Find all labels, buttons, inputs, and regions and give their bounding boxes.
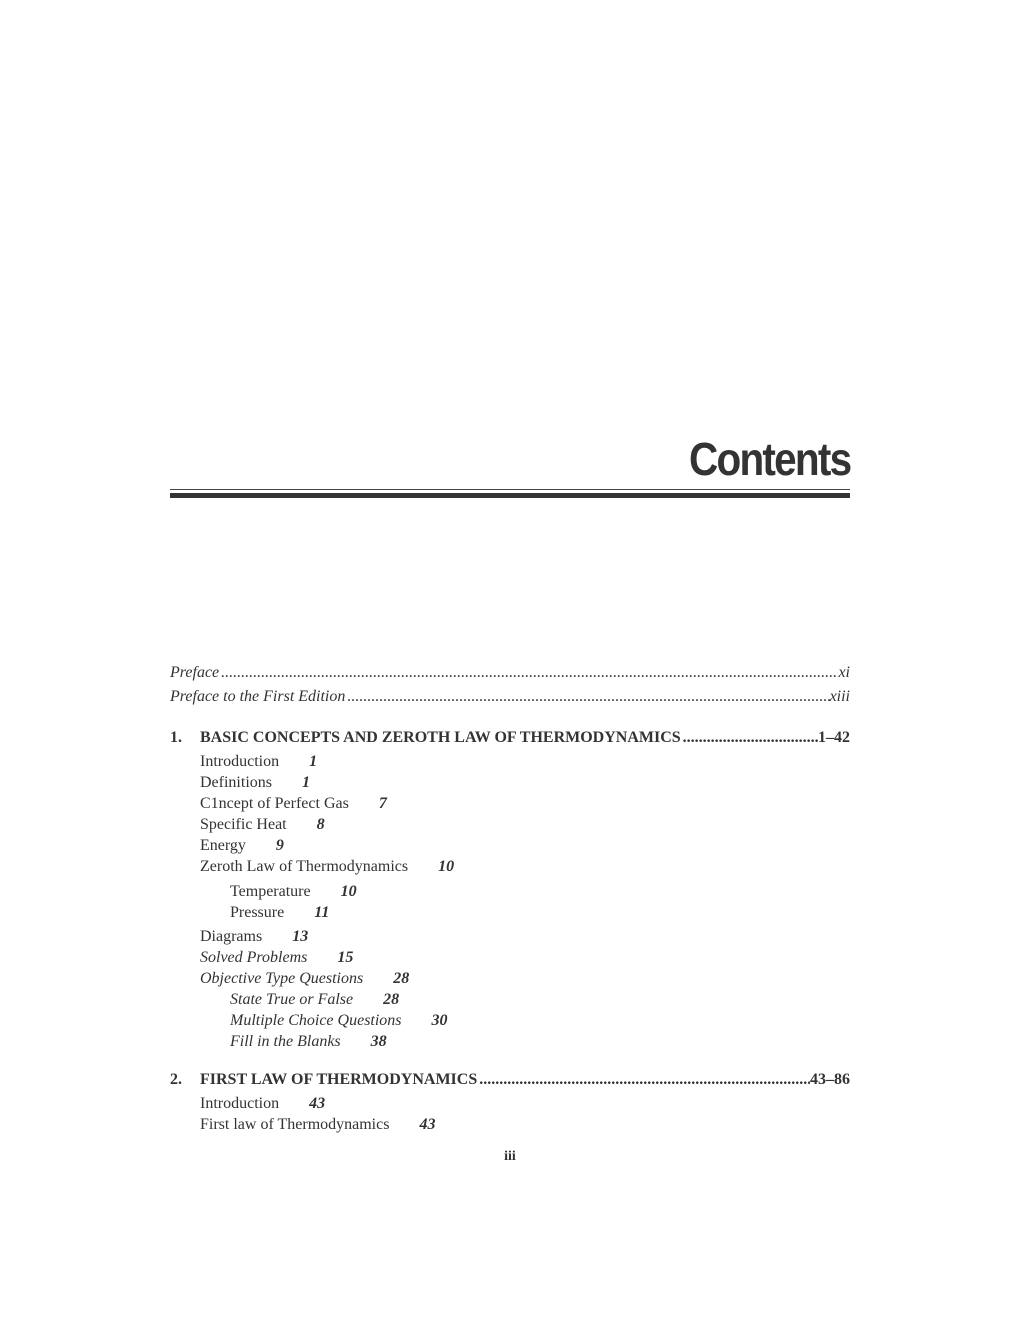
toc-item-page: 8 — [316, 816, 325, 833]
toc-item-page: 1 — [309, 753, 318, 770]
toc-item-page: 30 — [431, 1012, 448, 1029]
title-rule-thin — [170, 489, 850, 490]
front-matter-entry-title: Preface — [170, 664, 220, 681]
toc-item-page: 28 — [383, 991, 400, 1008]
toc-item-label: Specific Heat — [200, 816, 287, 833]
toc-item-page: 15 — [337, 949, 354, 966]
toc-item-label: Introduction — [200, 1095, 280, 1112]
page-title: Contents — [688, 433, 850, 485]
toc-item-label: Diagrams — [200, 928, 263, 945]
toc-item — [230, 903, 329, 923]
toc-item — [230, 990, 399, 1010]
toc-item — [230, 1032, 387, 1052]
toc-item-page: 10 — [438, 858, 455, 875]
chapter-entry — [170, 1070, 850, 1090]
chapter-entry-page: 1–42 — [818, 729, 850, 746]
toc-item-label: Energy — [200, 837, 246, 854]
page-number: iii — [504, 1149, 516, 1164]
chapter-entry-label — [170, 1070, 477, 1090]
chapter-entry-number: 2. — [170, 1071, 182, 1088]
toc-item — [230, 882, 357, 902]
toc-item-label: State True or False — [230, 991, 354, 1008]
toc-item-label: Introduction — [200, 753, 280, 770]
toc-item-page: 11 — [314, 904, 330, 921]
front-matter-entry-label — [170, 663, 219, 683]
toc-item-page: 9 — [275, 837, 284, 854]
chapter-entry-title: BASIC CONCEPTS AND ZEROTH LAW OF THERMODYNAMICS — [200, 729, 681, 746]
toc-item-label: First law of Thermodynamics — [200, 1116, 390, 1133]
toc-item — [230, 1011, 448, 1031]
front-matter-entry — [170, 663, 850, 683]
front-matter-entry — [170, 687, 850, 707]
toc-item-label: Definitions — [200, 774, 272, 791]
toc-item-page: 38 — [370, 1033, 387, 1050]
toc-item — [200, 815, 325, 835]
toc-item-page: 7 — [378, 795, 387, 812]
toc-item-label: Pressure — [230, 904, 285, 921]
toc-item — [200, 969, 409, 989]
toc-item-page: 1 — [302, 774, 310, 791]
toc-item — [200, 752, 317, 772]
toc-item-page: 10 — [340, 883, 357, 900]
front-matter-entry-page: xiii — [829, 688, 850, 705]
toc-item — [200, 1094, 325, 1114]
front-matter-entry-label — [170, 687, 345, 707]
chapter-entry — [170, 728, 850, 748]
toc-item-label: Zeroth Law of Thermodynamics — [200, 858, 409, 875]
chapter-entry-title: FIRST LAW OF THERMODYNAMICS — [200, 1071, 478, 1088]
toc-item — [200, 794, 387, 814]
toc-item-label: Temperature — [230, 883, 311, 900]
leader-dots — [477, 1070, 810, 1090]
title-rule-thick — [170, 493, 850, 498]
chapter-entry-number: 1. — [170, 729, 182, 746]
toc-item-label: Fill in the Blanks — [230, 1033, 341, 1050]
toc-item — [200, 857, 454, 877]
front-matter-entry-page: xi — [838, 664, 850, 681]
leader-dots — [345, 687, 829, 707]
toc-item-label: Objective Type Questions — [200, 970, 364, 987]
toc-item-page: 13 — [292, 928, 309, 945]
toc-item — [200, 948, 353, 968]
toc-item — [200, 927, 308, 947]
toc-item — [200, 836, 284, 856]
toc-item-page: 43 — [309, 1095, 326, 1112]
toc-item-label: Multiple Choice Questions — [230, 1012, 402, 1029]
leader-dots — [681, 728, 818, 748]
front-matter-entry-title: Preface to the First Edition — [170, 688, 346, 705]
toc-item-page: 28 — [393, 970, 410, 987]
toc-item-label: Solved Problems — [200, 949, 308, 966]
toc-item — [200, 773, 310, 793]
toc-item — [200, 1115, 435, 1135]
toc-item-label: C1ncept of Perfect Gas — [200, 795, 349, 812]
leader-dots — [219, 663, 838, 683]
chapter-entry-label — [170, 728, 681, 748]
chapter-entry-page: 43–86 — [810, 1071, 850, 1088]
toc-item-page: 43 — [419, 1116, 436, 1133]
